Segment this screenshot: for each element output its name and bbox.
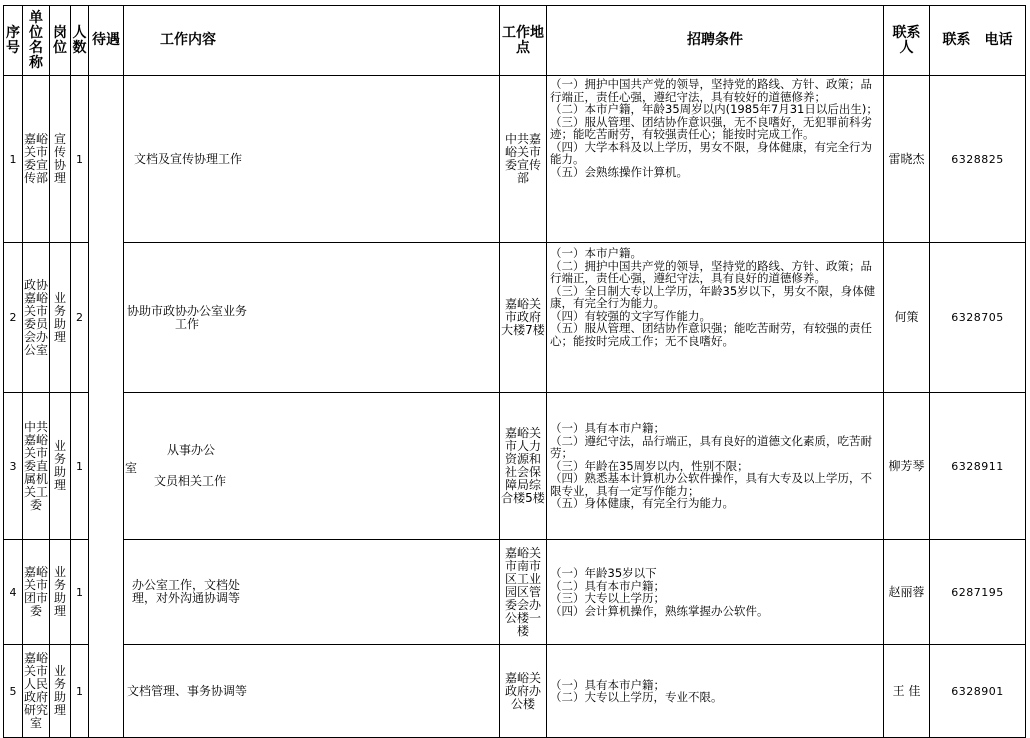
work-line: 协助市政协办公室业务 (127, 303, 248, 318)
recruitment-table (3, 5, 1026, 738)
header-place: 工作地点 (500, 6, 547, 76)
row-unit: 嘉峪关市委宣传部 (23, 76, 50, 243)
row-position: 业务助理 (50, 393, 71, 540)
requirement-item: （四）大学本科及以上学历，男女不限，身体健康，有完全行为能力。 (550, 139, 872, 166)
requirement-item: （三）全日制大专以上学历，年龄35岁以下，男女不限，身体健康，有完全行为能力。 (550, 283, 876, 310)
row-seq: 4 (4, 540, 23, 645)
work-line: 理，对外沟通协调等 (132, 591, 241, 605)
requirement-item: （二）本市户籍，年龄35周岁以内(1985年7月31日以后出生)； (550, 102, 878, 116)
work-line: 办公室工作，文档处 (132, 578, 241, 592)
header-seq: 序号 (4, 6, 23, 76)
requirement-item: （四）会计算机操作，熟练掌握办公软件。 (550, 603, 769, 618)
requirement-item: （二）具有本市户籍； (550, 578, 665, 593)
table-row (4, 76, 1026, 243)
row-place: 嘉峪关市南市区工业园区管委会办公楼一楼 (500, 540, 547, 645)
work-line: 室 (125, 461, 138, 475)
row-contact: 雷晓杰 (884, 76, 930, 243)
requirement-item: （三）服从管理、团结协作意识强，无不良嗜好，无犯罪前科劣迹；能吃苦耐劳，有较强责任心；能按时完成工作。 (550, 114, 872, 141)
table-row (4, 243, 1026, 393)
header-unit: 单位名称 (23, 6, 50, 76)
row-work (124, 393, 500, 540)
row-requirements (547, 393, 884, 540)
row-count: 1 (71, 540, 89, 645)
row-unit: 政协嘉峪关市委员会办公室 (23, 243, 50, 393)
requirement-item: （五）身体健康，有完全行为能力。 (550, 496, 734, 511)
row-phone: 6328901 (930, 645, 1026, 738)
row-contact: 柳芳琴 (884, 393, 930, 540)
row-requirements (547, 645, 884, 738)
header-phone: 联系 电话 (930, 6, 1026, 76)
requirement-item: （二）拥护中国共产党的领导，坚持党的路线、方针、政策；品行端正，责任心强，遵纪守法，具有良好的道德修养。 (550, 258, 872, 285)
table-row (4, 393, 1026, 540)
row-count: 1 (71, 393, 89, 540)
row-seq: 2 (4, 243, 23, 393)
row-seq: 1 (4, 76, 23, 243)
row-count: 2 (71, 243, 89, 393)
row-requirements (547, 76, 884, 243)
requirement-item: （二）大专以上学历，专业不限。 (550, 690, 723, 704)
row-position: 业务助理 (50, 243, 71, 393)
row-position: 宣传协理 (50, 76, 71, 243)
row-phone: 6287195 (930, 540, 1026, 645)
row-unit: 中共嘉峪关市委直属机关工委 (23, 393, 50, 540)
row-requirements (547, 540, 884, 645)
work-line: 文员相关工作 (154, 474, 227, 488)
requirement-item: （四）熟悉基本计算机办公软件操作，具有大专及以上学历，不限专业，具有一定写作能力； (550, 471, 872, 498)
header-row (4, 6, 1026, 76)
row-place: 中共嘉峪关市委宣传部 (500, 76, 547, 243)
requirement-item: （一）拥护中国共产党的领导，坚持党的路线、方针、政策；品行端正，责任心强，遵纪守法，具有较好的道德修养； (550, 77, 872, 104)
row-requirements (547, 243, 884, 393)
row-seq: 5 (4, 645, 23, 738)
requirement-item: （一）本市户籍。 (550, 246, 642, 260)
work-line: 从事办公 (167, 443, 216, 457)
row-seq: 3 (4, 393, 23, 540)
header-count: 人数 (71, 6, 89, 76)
row-count: 1 (71, 76, 89, 243)
header-contact: 联系人 (884, 6, 930, 76)
row-phone: 6328911 (930, 393, 1026, 540)
row-work: 文档及宣传协理工作 (124, 76, 500, 243)
header-work: 工作内容 (124, 6, 500, 76)
row-work (124, 243, 500, 393)
row-phone: 6328825 (930, 76, 1026, 243)
requirement-item: （五）服从管理、团结协作意识强；能吃苦耐劳，有较强的责任心；能按时完成工作；无不良嗜好。 (550, 321, 872, 348)
row-phone: 6328705 (930, 243, 1026, 393)
table-row (4, 540, 1026, 645)
requirement-item: （一）具有本市户籍； (550, 677, 665, 692)
header-requirements: 招聘条件 (547, 6, 884, 76)
header-pay: 待遇 (89, 6, 124, 76)
row-contact: 赵丽蓉 (884, 540, 930, 645)
row-place: 嘉峪关政府办公楼 (500, 645, 547, 738)
header-position: 岗位 (50, 6, 71, 76)
row-position: 业务助理 (50, 645, 71, 738)
row-unit: 嘉峪关市人民政府研究室 (23, 645, 50, 738)
requirement-item: （三）年龄在35周岁以内，性别不限； (550, 458, 749, 473)
requirement-item: （一）年龄35岁以下 (550, 566, 657, 580)
row-work (124, 540, 500, 645)
row-work: 文档管理、事务协调等 (124, 645, 500, 738)
requirement-item: （四）有较强的文字写作能力。 (550, 308, 711, 323)
requirement-item: （五）会熟练操作计算机。 (550, 164, 688, 179)
table-row (4, 645, 1026, 738)
row-contact: 王 佳 (884, 645, 930, 738)
requirement-item: （一）具有本市户籍； (550, 421, 665, 436)
requirement-item: （三）大专以上学历； (550, 591, 665, 605)
row-place: 嘉峪关市人力资源和社会保障局综合楼5楼 (500, 393, 547, 540)
row-place: 嘉峪关市政府大楼7楼 (500, 243, 547, 393)
work-line: 工作 (175, 316, 200, 331)
requirement-item: （二）遵纪守法，品行端正，具有良好的道德文化素质，吃苦耐劳； (550, 433, 872, 461)
row-contact: 何策 (884, 243, 930, 393)
row-unit: 嘉峪关市团市委 (23, 540, 50, 645)
row-position: 业务助理 (50, 540, 71, 645)
row-count: 1 (71, 645, 89, 738)
pay-cell (89, 76, 124, 738)
